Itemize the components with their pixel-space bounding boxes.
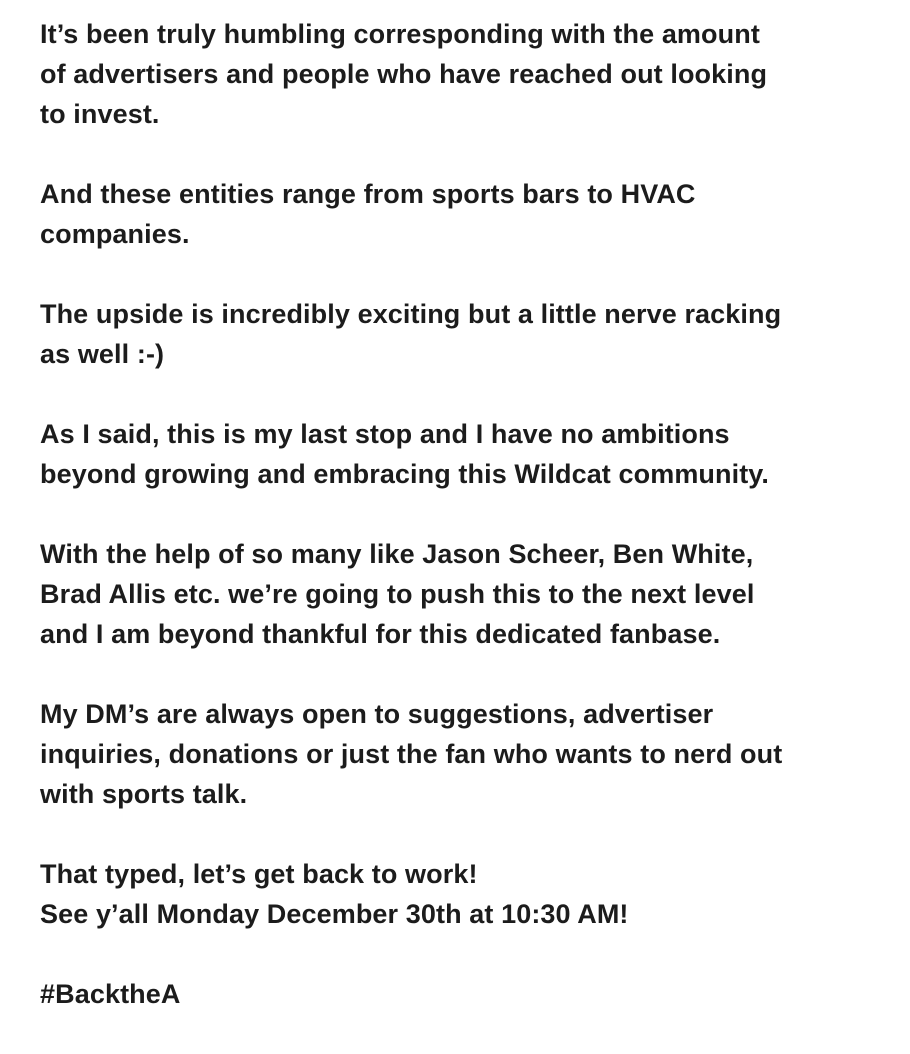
paragraph-thanks [40, 14, 885, 134]
text-line: to invest. [40, 99, 160, 129]
text-line: as well :-) [40, 339, 165, 369]
note-text-body [40, 14, 885, 1054]
hashtag-text: #BacktheA [40, 979, 181, 1009]
hashtag [40, 974, 885, 1014]
text-line: inquiries, donations or just the fan who wants to nerd out [40, 739, 783, 769]
paragraph-dms [40, 694, 885, 814]
text-line: The upside is incredibly exciting but a little nerve racking [40, 299, 782, 329]
text-line: of advertisers and people who have reached out looking [40, 59, 768, 89]
text-line: It’s been truly humbling corresponding with the amount [40, 19, 760, 49]
text-line: That typed, let’s get back to work! [40, 859, 478, 889]
text-line: with sports talk. [40, 779, 248, 809]
paragraph-upside [40, 294, 885, 374]
paragraph-last-stop [40, 414, 885, 494]
paragraph-help [40, 534, 885, 654]
text-line: Brad Allis etc. we’re going to push this to the next level [40, 579, 755, 609]
text-line: companies. [40, 219, 190, 249]
text-line: See y’all Monday December 30th at 10:30 AM! [40, 899, 629, 929]
text-line: As I said, this is my last stop and I have no ambitions [40, 419, 730, 449]
text-line: And these entities range from sports bars to HVAC [40, 179, 696, 209]
text-line: With the help of so many like Jason Scheer, Ben White, [40, 539, 754, 569]
paragraph-entities [40, 174, 885, 254]
paragraph-back-to-work [40, 854, 885, 934]
text-line: My DM’s are always open to suggestions, advertiser [40, 699, 714, 729]
text-line: and I am beyond thankful for this dedicated fanbase. [40, 619, 721, 649]
text-line: beyond growing and embracing this Wildcat community. [40, 459, 770, 489]
